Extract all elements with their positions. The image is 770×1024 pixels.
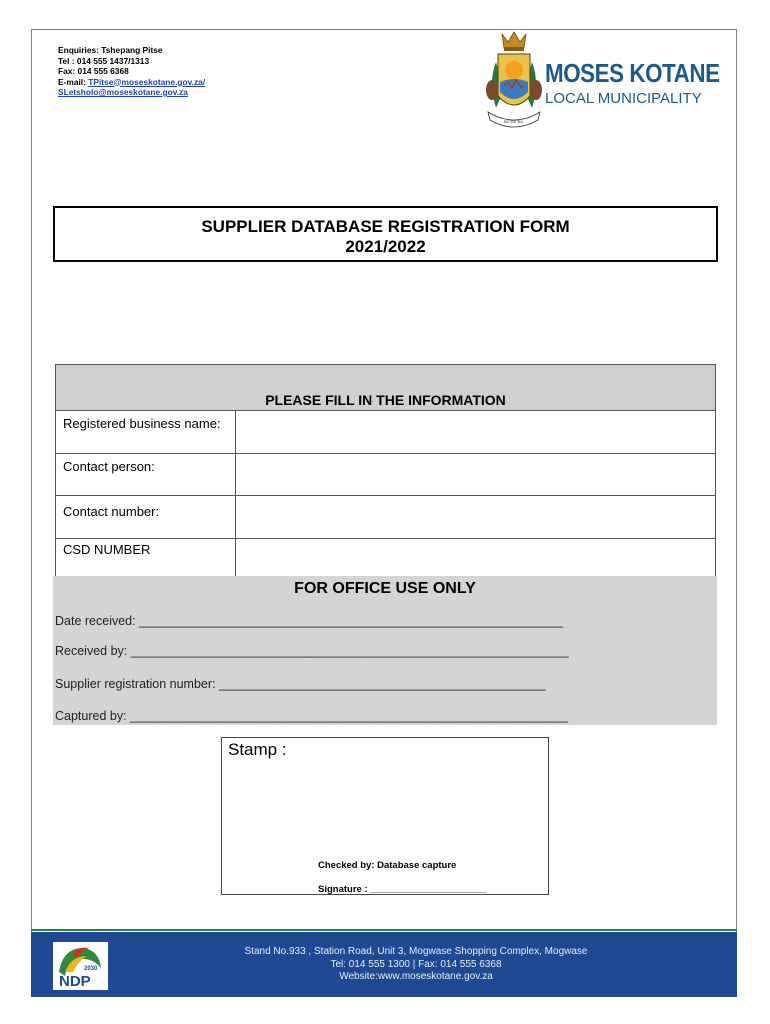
form-title-box (53, 206, 718, 262)
footer-address: Stand No.933 , Station Road, Unit 3, Mogwase Shopping Complex, Mogwase (244, 946, 588, 957)
footer-contact-info (181, 946, 651, 984)
stamp-label: Stamp : (228, 740, 287, 759)
table-row (56, 411, 715, 454)
footer-website: Website:www.moseskotane.gov.za (339, 971, 493, 982)
field-label-contact-number: Contact number: (56, 496, 236, 538)
supplier-info-table (55, 364, 716, 577)
office-use-section (53, 576, 717, 725)
csd-number-field[interactable] (236, 539, 715, 576)
email-label: E-mail: (58, 76, 89, 87)
enquiries-contact: Enquiries: Tshepang Pitse (58, 45, 163, 55)
field-label-csd-number: CSD NUMBER (56, 539, 236, 576)
captured-by-line: Captured by: _______________________________________________________________ (55, 709, 569, 723)
received-by-line: Received by: _______________________________________________________________ (55, 644, 569, 658)
form-year: 2021/2022 (345, 237, 426, 256)
field-label-contact-person: Contact person: (56, 454, 236, 495)
field-label-business-name: Registered business name: (56, 411, 236, 453)
ndp-2030-logo (53, 942, 108, 990)
enquiries-email-row-2 (58, 87, 205, 98)
svg-text:BO RE BA: BO RE BA (504, 119, 523, 124)
date-received-line: Date received: _____________________________________________________________ (55, 614, 564, 628)
table-row (56, 539, 715, 576)
checked-by-label: Checked by: Database capture (318, 860, 457, 871)
logo-subtitle: LOCAL MUNICIPALITY (545, 90, 702, 107)
enquiries-email-row (58, 77, 205, 88)
ndp-text: NDP (59, 973, 91, 990)
contact-number-field[interactable] (236, 496, 715, 538)
table-row (56, 496, 715, 539)
enquiries-block (58, 45, 205, 98)
table-row (56, 454, 715, 496)
supplier-registration-line: Supplier registration number: _______________________________________________ (55, 677, 546, 691)
footer-phone: Tel: 014 555 1300 | Fax: 014 555 6368 (330, 958, 502, 970)
email-link-2[interactable]: SLetsholo@moseskotane.gov.za (58, 87, 188, 97)
enquiries-tel: Tel : 014 555 1437/1313 (58, 55, 150, 66)
stamp-box (221, 737, 549, 895)
footer-divider (31, 929, 737, 931)
contact-person-field[interactable] (236, 454, 715, 495)
office-use-heading: FOR OFFICE USE ONLY (294, 580, 476, 597)
footer-bar (31, 932, 737, 997)
signature-line: Signature : ______________________ (318, 884, 487, 895)
logo-title: MOSES KOTANE (545, 58, 720, 88)
table-heading: PLEASE FILL IN THE INFORMATION (56, 365, 715, 411)
email-link-1[interactable]: TPitse@moseskotane.gov.za/ (88, 76, 206, 87)
form-title: SUPPLIER DATABASE REGISTRATION FORM (201, 217, 570, 236)
business-name-field[interactable] (236, 411, 715, 453)
ndp-year: 2030 (84, 966, 98, 972)
enquiries-fax: Fax: 014 555 6368 (58, 66, 129, 76)
